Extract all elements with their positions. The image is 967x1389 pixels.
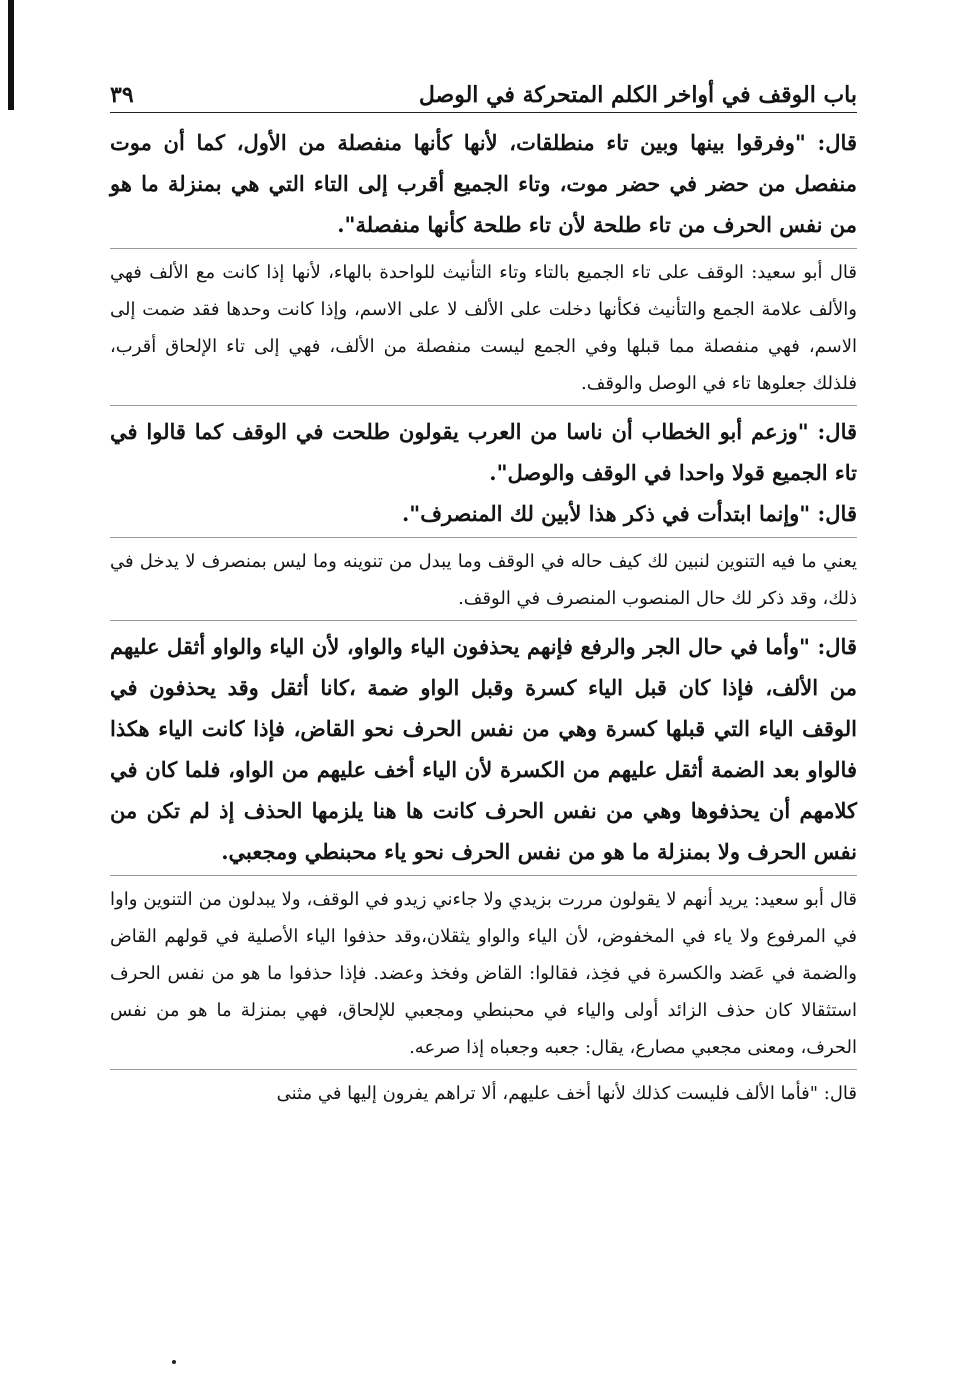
paragraph-divider — [110, 248, 857, 249]
paragraph-divider — [110, 620, 857, 621]
page-body — [110, 122, 857, 1112]
quote-paragraph: قال: "وفرقوا بينها وبين تاء منطلقات، لأنها كأنها منفصلة من الأول، كما أن موت منفصل من حضر في حضر موت، وتاء الجميع أقرب إلى التاء التي هي بمنزلة ما هو من نفس الحرف من تاء طلحة لأن تاء طلحة كأنها منفصلة". — [110, 130, 858, 237]
quote-paragraph: قال: "وإنما ابتدأت في ذكر هذا لأبين لك المنصرف". — [401, 501, 857, 526]
page-header — [110, 60, 857, 113]
commentary-paragraph: قال: "فأما الألف فليست كذلك لأنها أخف عليهم، ألا تراهم يفرون إليها في مثنى — [276, 1083, 857, 1104]
paragraph-divider — [110, 1069, 857, 1070]
paragraph-divider — [110, 537, 857, 538]
scan-dot-mark — [172, 1360, 176, 1364]
paragraph-divider — [110, 875, 857, 876]
commentary-paragraph: قال أبو سعيد: يريد أنهم لا يقولون مررت بزيدي ولا جاءني زيدو في الوقف، ولا يبدلون من التنوين واوا في المرفوع ولا ياء في المخفوض، لأن الياء والواو يثقلان،وقد حذفوا الياء الأصلية في قولهم القاض والضمة في عَضد والكسرة في فخِذ، فقالوا: القاض وفخذ وعضد. فإذا حذفوا ما هو من نفس الحرف استثقالا كان حذف الزائد أولى والياء في محبنطي ومجعبي للإلحاق، فهي بمنزلة ما هو من نفس الحرف، ومعنى مجعبي مصارع، يقال: جعبه وجعباه إذا صرعه. — [110, 889, 857, 1058]
commentary-paragraph: قال أبو سعيد: الوقف على تاء الجميع بالتاء وتاء التأنيث للواحدة بالهاء، لأنها إذا كانت مع الألف فهي والألف علامة الجمع والتأنيث فكأنها دخلت على الألف لا على الاسم، وإذا كانت وحدها فقد ضمت إلى الاسم، فهي منفصلة مما قبلها وفي الجمع ليست منفصلة من الألف، فهي إلى تاء الإلحاق أقرب، فلذلك جعلوها تاء في الوصل والوقف. — [110, 262, 857, 394]
scan-edge-mark — [8, 0, 14, 110]
quote-paragraph: قال: "وزعم أبو الخطاب أن ناسا من العرب يقولون طلحت في الوقف كما قالوا في تاء الجميع قولا واحدا في الوقف والوصل". — [110, 419, 857, 485]
paragraph-divider — [110, 405, 857, 406]
page-number: ٣٩ — [110, 81, 134, 108]
commentary-paragraph: يعني ما فيه التنوين لنبين لك كيف حاله في الوقف وما يبدل من تنوينه وما ليس بمنصرف لا يدخل في ذلك، وقد ذكر لك حال المنصوب المنصرف في الوقف. — [110, 551, 857, 609]
running-title: باب الوقف في أواخر الكلم المتحركة في الوصل — [418, 81, 857, 108]
quote-paragraph: قال: "وأما في حال الجر والرفع فإنهم يحذفون الياء والواو، لأن الياء والواو أثقل عليهم من الألف، فإذا كان قبل الياء كسرة وقبل الواو ضمة ،كانا أثقل وقد يحذفون في الوقف الياء التي قبلها كسرة وهي من نفس الحرف نحو القاض، فإذا كانت الياء هكذا فالواو بعد الضمة أثقل عليهم من الكسرة لأن الياء أخف عليهم من الواو، فلما كان في كلامهم أن يحذفوها وهي من نفس الحرف كانت ها هنا يلزمها الحذف إذ لم تكن من نفس الحرف ولا بمنزلة ما هو من نفس الحرف نحو ياء محبنطي ومجعبي. — [110, 634, 857, 864]
